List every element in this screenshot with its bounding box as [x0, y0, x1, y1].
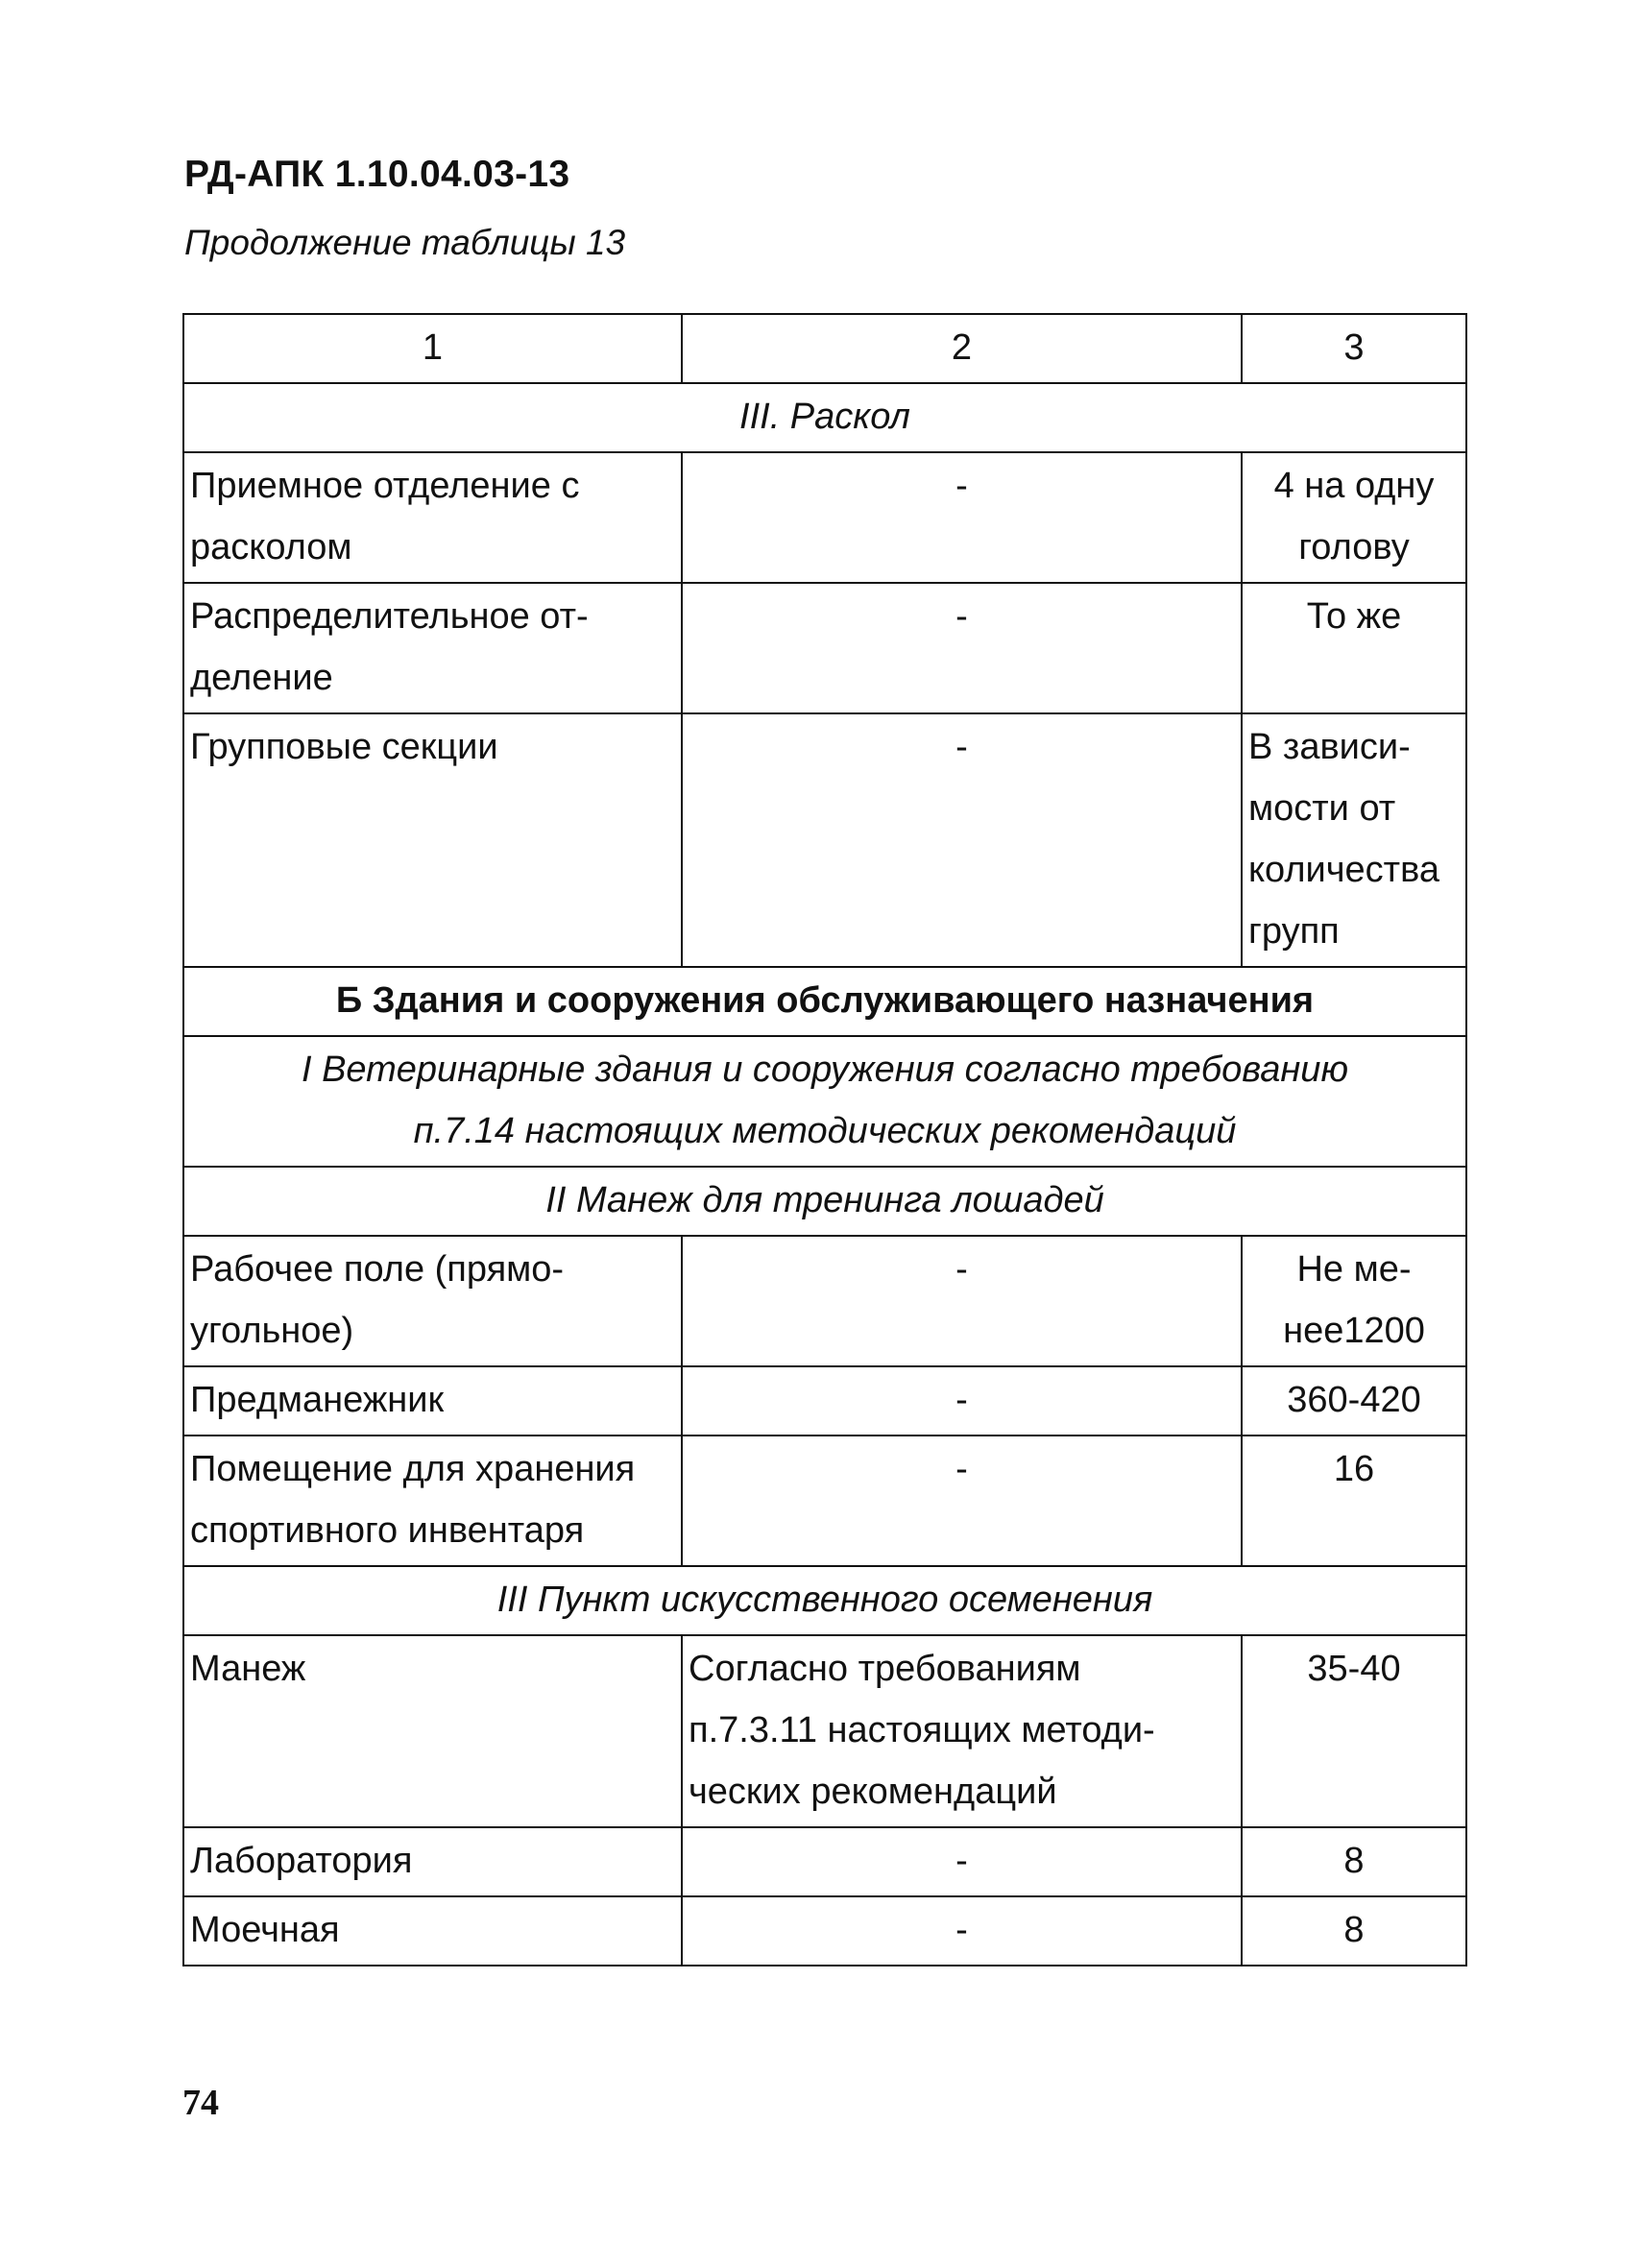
row-requirement-cell: -	[682, 1827, 1242, 1896]
section-title: III. Раскол	[183, 383, 1466, 452]
table-row	[183, 1366, 1466, 1436]
section-row	[183, 1036, 1466, 1167]
row-name-cell: Моечная	[183, 1896, 682, 1966]
row-area-cell: 35-40	[1242, 1635, 1466, 1827]
row-name-cell: Манеж	[183, 1635, 682, 1827]
table-header-row	[183, 314, 1466, 383]
row-requirement-cell: -	[682, 452, 1242, 583]
section-row	[183, 1167, 1466, 1236]
section-row	[183, 1566, 1466, 1635]
row-area-cell: 4 на одну голову	[1242, 452, 1466, 583]
row-requirement-cell: -	[682, 713, 1242, 967]
table-row	[183, 583, 1466, 713]
row-name-cell: Распределительное от- деление	[183, 583, 682, 713]
table-row	[183, 452, 1466, 583]
row-area-cell: 16	[1242, 1436, 1466, 1566]
page-number: 74	[182, 2083, 219, 2123]
table-body	[183, 314, 1466, 1966]
row-requirement-cell: Согласно требованиям п.7.3.11 настоящих методи- ческих рекомендаций	[682, 1635, 1242, 1827]
table-row	[183, 1635, 1466, 1827]
section-row	[183, 383, 1466, 452]
section-title: III Пункт искусственного осеменения	[183, 1566, 1466, 1635]
row-name-cell: Помещение для хранения спортивного инвентаря	[183, 1436, 682, 1566]
row-name-cell: Групповые секции	[183, 713, 682, 967]
section-title: Б Здания и сооружения обслуживающего назначения	[183, 967, 1466, 1036]
row-name-cell: Предманежник	[183, 1366, 682, 1436]
section-title: II Манеж для тренинга лошадей	[183, 1167, 1466, 1236]
row-name-cell: Лаборатория	[183, 1827, 682, 1896]
row-area-cell: В зависи- мости от количества групп	[1242, 713, 1466, 967]
document-code: РД-АПК 1.10.04.03-13	[184, 154, 570, 195]
section-title: I Ветеринарные здания и сооружения согласно требованию п.7.14 настоящих методических рекомендаций	[183, 1036, 1466, 1167]
row-area-cell: 360-420	[1242, 1366, 1466, 1436]
table-caption: Продолжение таблицы 13	[184, 223, 626, 262]
column-header-1: 1	[183, 314, 682, 383]
row-requirement-cell: -	[682, 1236, 1242, 1366]
row-area-cell: 8	[1242, 1827, 1466, 1896]
row-requirement-cell: -	[682, 1366, 1242, 1436]
row-requirement-cell: -	[682, 583, 1242, 713]
table-row	[183, 1896, 1466, 1966]
row-name-cell: Приемное отделение с расколом	[183, 452, 682, 583]
row-name-cell: Рабочее поле (прямо- угольное)	[183, 1236, 682, 1366]
table-row	[183, 1436, 1466, 1566]
row-area-cell: 8	[1242, 1896, 1466, 1966]
row-area-cell: Не ме- нее1200	[1242, 1236, 1466, 1366]
section-row	[183, 967, 1466, 1036]
row-area-cell: То же	[1242, 583, 1466, 713]
row-requirement-cell: -	[682, 1896, 1242, 1966]
column-header-3: 3	[1242, 314, 1466, 383]
column-header-2: 2	[682, 314, 1242, 383]
row-requirement-cell: -	[682, 1436, 1242, 1566]
table-row	[183, 1236, 1466, 1366]
data-table	[182, 313, 1467, 1966]
table-row	[183, 713, 1466, 967]
table-row	[183, 1827, 1466, 1896]
